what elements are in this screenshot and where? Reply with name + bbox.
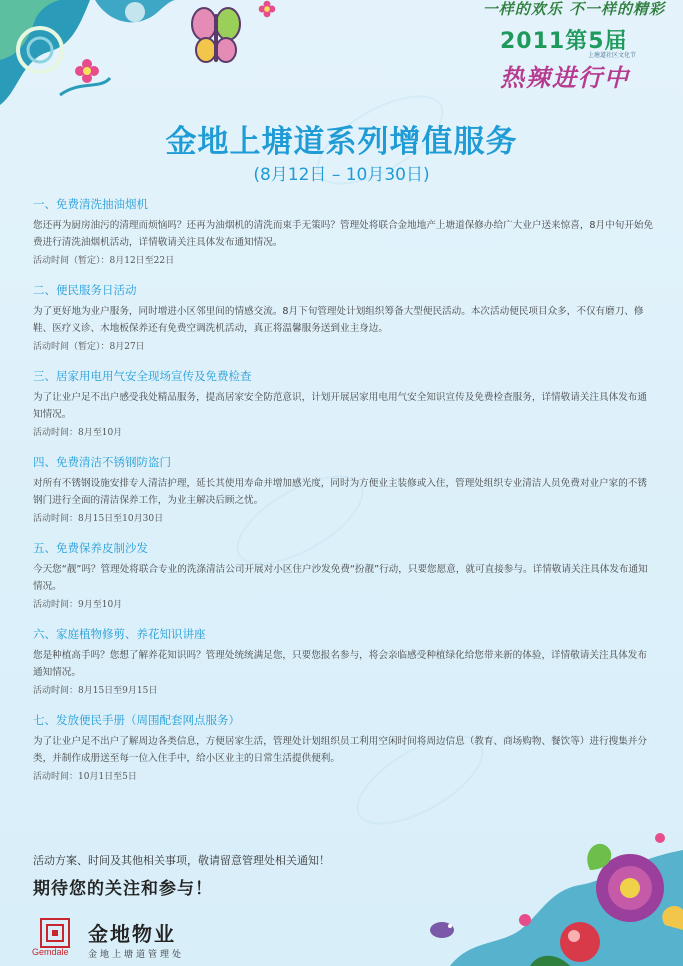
section-body: 为了更好地为业户服务，同时增进小区邻里间的情感交流。8月下旬管理处计划组织筹备大型便民活动。本次活动便民项目众多，不仅有磨刀、修鞋、医疗义诊、木地板保养还有免费空调洗机活动，真正将温馨服务送到业主身边。 <box>33 306 644 334</box>
hot-slogan: 热辣进行中 <box>500 63 630 92</box>
section-heading: 四、免费清洁不锈钢防盗门 <box>33 455 171 469</box>
brand-name: 金地物业 <box>88 922 176 946</box>
section-body: 对所有不锈钢设施安排专人清洁护理，延长其使用寿命并增加感光度，同时为方便业主装修或入住，管理处组织专业清洁人员免费对业户家的不锈钢门进行全面的清洁保养工作，为业主解决后顾之忧。 <box>33 478 647 506</box>
service-section <box>33 454 655 524</box>
service-section <box>33 712 655 782</box>
section-time: 活动时间：9月至10月 <box>33 600 123 610</box>
section-body: 今天您“靓”吗？管理处将联合专业的洗涤清洁公司开展对小区住户沙发免费“扮靓”行动，只要您愿意，就可直接参与。详情敬请关注具体发布通知情况。 <box>33 564 648 592</box>
festival-title: 2011第5届 <box>500 29 628 54</box>
service-section <box>33 540 655 610</box>
section-body: 为了让业户足不出户了解周边各类信息，方便居家生活，管理处计划组织员工利用空闲时间将周边信息（教育、商场购物、餐饮等）进行搜集并分类，并制作成册送至每一位入住手中，给小区业主的日常生活提供便利。 <box>33 736 647 764</box>
date-range: (8月12日 – 10月30日) <box>253 165 430 185</box>
section-time: 活动时间（暂定）：8月27日 <box>33 342 145 352</box>
section-body: 为了让业户足不出户感受我处精品服务，提高居家安全防范意识，计划开展居家用电用气安全知识宣传及免费检查服务，详情敬请关注具体发布通知情况。 <box>33 392 647 420</box>
section-time: 活动时间：10月1日至5日 <box>33 772 137 782</box>
section-body: 您还再为厨房油污的清理而烦恼吗？还再为油烟机的清洗而束手无策吗？管理处将联合金地地产上塘道保修办给广大业户送来惊喜，8月中旬开始免费进行清洗油烟机活动，详情敬请关注具体发布通知情况。 <box>33 220 654 248</box>
brand-office: 金地上塘道管理处 <box>88 950 185 960</box>
gemdale-logo-icon <box>40 918 70 948</box>
tagline: 一样的欢乐 不一样的精彩 <box>482 0 665 18</box>
section-heading: 三、居家用电用气安全现场宣传及免费检查 <box>33 369 252 383</box>
service-section <box>33 282 655 352</box>
section-time: 活动时间（暂定）：8月12日至22日 <box>33 256 175 266</box>
section-time: 活动时间：8月15日至9月15日 <box>33 686 158 696</box>
service-section <box>33 368 655 438</box>
section-heading: 六、家庭植物修剪、养花知识讲座 <box>33 627 206 641</box>
service-section <box>33 626 655 696</box>
floral-decoration-bottom-right <box>430 830 683 966</box>
section-heading: 七、发放便民手册（周围配套网点服务） <box>33 713 240 727</box>
festival-subtitle: 上塘道社区文化节 <box>588 52 637 59</box>
service-section <box>33 196 655 266</box>
service-list <box>33 196 655 798</box>
closing-text: 期待您的关注和参与！ <box>33 879 213 899</box>
festival-badge <box>500 24 670 59</box>
notice-text: 活动方案、时间及其他相关事项，敬请留意管理处相关通知！ <box>33 854 330 867</box>
section-time: 活动时间：8月至10月 <box>33 428 123 438</box>
brand-english: Gemdale <box>32 947 69 957</box>
section-heading: 五、免费保养皮制沙发 <box>33 541 148 555</box>
page-title: 金地上塘道系列增值服务 <box>165 124 518 160</box>
section-heading: 二、便民服务日活动 <box>33 283 137 297</box>
section-body: 您是种植高手吗？您想了解养花知识吗？管理处统统满足您，只要您报名参与，将会亲临感受种植绿化给您带来新的体验，详情敬请关注具体发布通知情况。 <box>33 650 647 678</box>
section-heading: 一、免费清洗抽油烟机 <box>33 197 148 211</box>
section-time: 活动时间：8月15日至10月30日 <box>33 514 164 524</box>
